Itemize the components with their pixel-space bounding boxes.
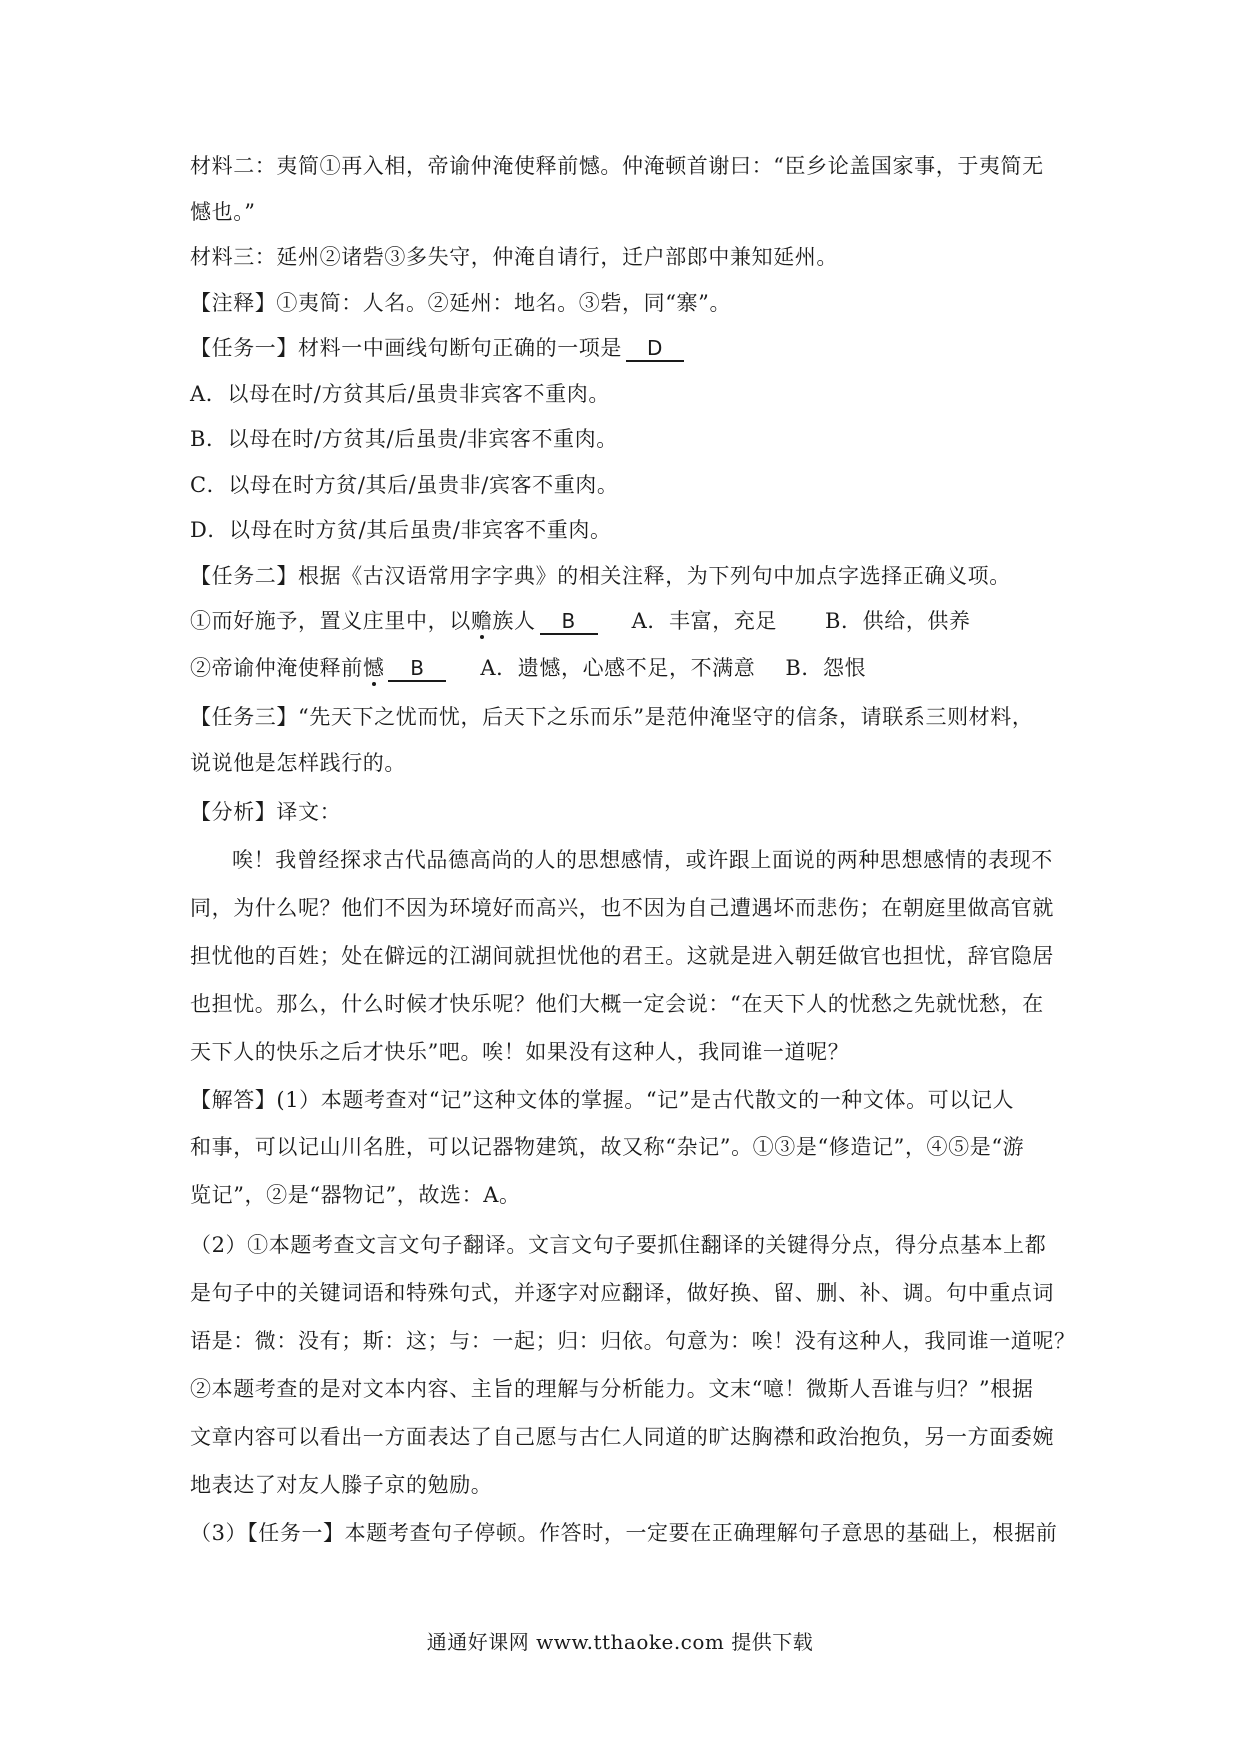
item-1-answer: B [540,609,598,635]
item-2-answer: B [388,656,446,682]
answer-line-2: 和事，可以记山川名胜，可以记器物建筑，故又称“杂记”。①③是“修造记”，④⑤是“游 [190,1135,1025,1159]
task-two-item-2 [190,653,1060,683]
item-2-prefix: ②帝谕仲淹使释前 [190,656,363,680]
option-b: B．以母在时/方贫其/后虽贵/非宾客不重肉。 [190,427,618,451]
translation-line-3: 担忧他的百姓；处在僻远的江湖间就担忧他的君王。这就是进入朝廷做官也担忧，辞官隐居 [190,944,1054,968]
item-2-option-b: B．怨恨 [785,656,867,680]
translation-line-5: 天下人的快乐之后才快乐”吧。唉！如果没有这种人，我同谁一道呢？ [190,1040,850,1064]
task-one-text: 【任务一】材料一中画线句断句正确的一项是 [190,336,622,360]
answer-2-line-1: （2）①本题考查文言文句子翻译。文言文句子要抓住翻译的关键得分点，得分点基本上都 [190,1233,1047,1257]
answer-2-line-2: 是句子中的关键词语和特殊句式，并逐字对应翻译，做好换、留、删、补、调。句中重点词 [190,1281,1054,1305]
task-three-line-1: 【任务三】“先天下之忧而忧，后天下之乐而乐”是范仲淹坚守的信条，请联系三则材料， [190,705,1034,729]
task-two-item-1 [190,606,1060,636]
answer-line-1: 【解答】(1）本题考查对“记”这种文体的掌握。“记”是古代散文的一种文体。可以记人 [190,1088,1015,1112]
item-1-dotted-char: 赡 [470,609,493,633]
item-2-option-a: A．遗憾，心感不足，不满意 [480,656,756,680]
analysis-heading: 【分析】译文： [190,800,342,824]
task-three-line-2: 说说他是怎样践行的。 [190,751,406,775]
material-two-line-2: 憾也。” [190,200,256,224]
translation-line-2: 同，为什么呢？他们不因为环境好而高兴，也不因为自己遭遇坏而悲伤；在朝庭里做高官就 [190,896,1054,920]
page-footer: 通通好课网 www.tthaoke.com 提供下载 [426,1630,814,1654]
translation-line-1: 唉！我曾经探求古代品德高尚的人的思想感情，或许跟上面说的两种思想感情的表现不 [232,848,1053,872]
answer-line-3: 览记”，②是“器物记”，故选：A。 [190,1183,521,1207]
material-three: 材料三：延州②诸砦③多失守，仲淹自请行，迁户部郎中兼知延州。 [190,245,838,269]
answer-2-line-4: ②本题考查的是对文本内容、主旨的理解与分析能力。文末“噫！微斯人吾谁与归？”根据 [190,1377,1034,1401]
translation-line-4: 也担忧。那么，什么时候才快乐呢？他们大概一定会说：“在天下人的忧愁之先就忧愁，在 [190,992,1044,1016]
option-a: A．以母在时/方贫其后/虽贵非宾客不重肉。 [190,382,610,406]
item-1-option-b: B．供给，供养 [825,609,971,633]
answer-3-line-1: （3）【任务一】本题考查句子停顿。作答时，一定要在正确理解句子意思的基础上，根据前 [190,1521,1058,1545]
task-one-answer: D [626,336,684,362]
item-1-prefix: ①而好施予，置义庄里中，以 [190,609,471,633]
item-1-suffix: 族人 [492,609,536,633]
task-one-question [190,333,1060,363]
option-d: D．以母在时方贫/其后虽贵/非宾客不重肉。 [190,518,612,542]
answer-2-line-5: 文章内容可以看出一方面表达了自己愿与古仁人同道的旷达胸襟和政治抱负，另一方面委婉 [190,1425,1054,1449]
annotation-note: 【注释】①夷简：人名。②延州：地名。③砦，同“寨”。 [190,291,732,315]
material-two-line-1: 材料二：夷简①再入相，帝谕仲淹使释前憾。仲淹顿首谢曰：“臣乡论盖国家事，于夷简无 [190,154,1044,178]
option-c: C．以母在时方贫/其后/虽贵非/宾客不重肉。 [190,473,619,497]
answer-2-line-6: 地表达了对友人滕子京的勉励。 [190,1473,493,1497]
task-two-question: 【任务二】根据《古汉语常用字字典》的相关注释，为下列句中加点字选择正确义项。 [190,564,1011,588]
item-1-option-a: A．丰富，充足 [631,609,777,633]
item-2-dotted-char: 憾 [362,656,385,680]
answer-2-line-3: 语是：微：没有；斯：这；与：一起；归：归依。句意为：唉！没有这种人，我同谁一道呢？ [190,1329,1076,1353]
